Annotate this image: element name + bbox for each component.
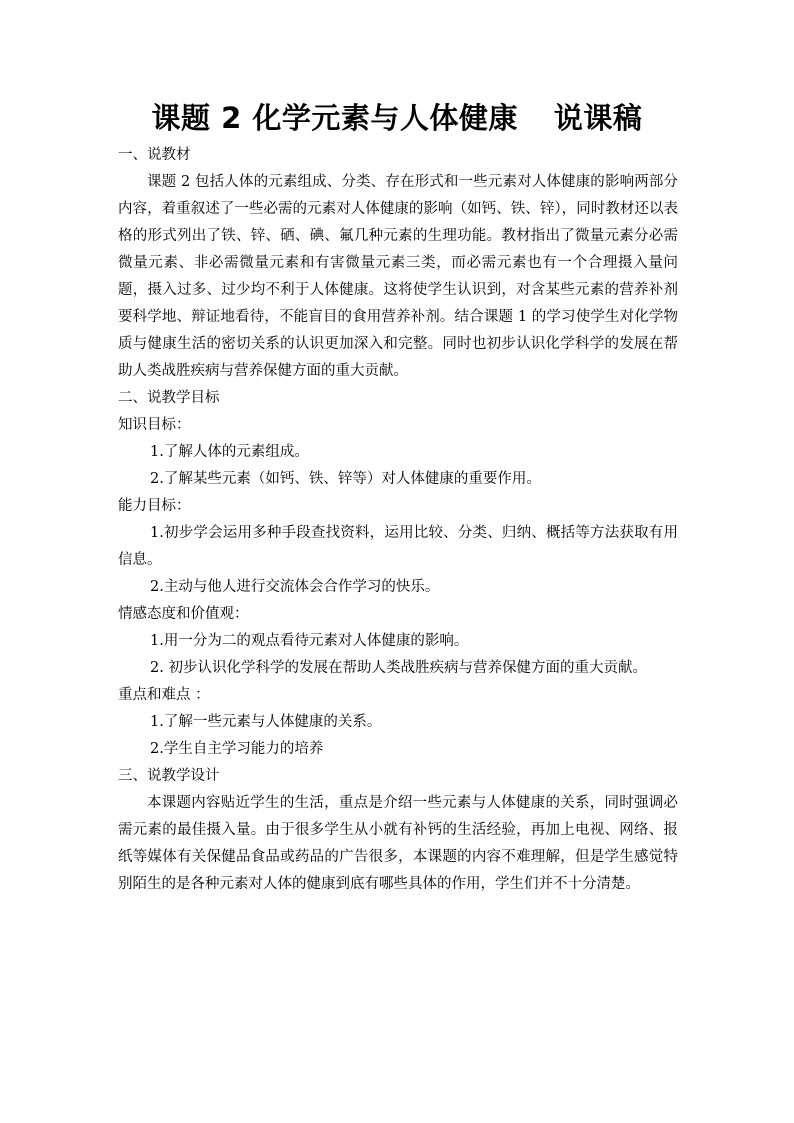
- knowledge-item-1: 1.了解人体的元素组成。: [150, 444, 309, 460]
- emotion-item-2: 2. 初步认识化学科学的发展在帮助人类战胜疾病与营养保健方面的重大贡献。: [150, 660, 647, 676]
- emotion-objectives-label: 情感态度和价值观：: [118, 606, 249, 622]
- keypoint-item-1: 1.了解一些元素与人体健康的关系。: [150, 714, 382, 730]
- keypoint-item-2: 2.学生自主学习能力的培养: [150, 741, 324, 757]
- keypoints-label: 重点和难点 ：: [118, 687, 210, 703]
- design-paragraph: 本课题内容贴近学生的生活，重点是介绍一些元素与人体健康的关系，同时强调必需元素的最佳摄入量。由于很多学生从小就有补钙的生活经验，再加上电视、网络、报纸等媒体有关保健品食品或药品的广告很多，本课题的内容不难理解，但是学生感觉特别陌生的是各种元素对人体的健康到底有哪些具体的作用，学生们并不十分清楚。: [118, 795, 678, 892]
- knowledge-item-2: 2.了解某些元素（如钙、铁、锌等）对人体健康的重要作用。: [150, 471, 541, 487]
- section-heading-objectives: 二、说教学目标: [118, 390, 220, 406]
- title-main: 课题 2 化学元素与人体健康: [151, 101, 518, 135]
- title-suffix: 说课稿: [553, 101, 643, 135]
- ability-item-2: 2.主动与他人进行交流体会合作学习的快乐。: [150, 579, 440, 595]
- emotion-item-1: 1.用一分为二的观点看待元素对人体健康的影响。: [150, 633, 469, 649]
- ability-item-1: 1.初步学会运用多种手段查找资料，运用比较、分类、归纳、概括等方法获取有用信息。: [118, 525, 678, 568]
- section-heading-design: 三、说教学设计: [118, 768, 220, 784]
- section-heading-textbook: 一、说教材: [118, 147, 191, 163]
- document-title: [0, 96, 794, 140]
- ability-objectives-label: 能力目标：: [118, 498, 191, 514]
- textbook-paragraph: 课题 2 包括人体的元素组成、分类、存在形式和一些元素对人体健康的影响两部分内容，着重叙述了一些必需的元素对人体健康的影响（如钙、铁、锌），同时教材还以表格的形式列出了铁、锌、硒、碘、氟几种元素的生理功能。教材指出了微量元素分必需微量元素、非必需微量元素和有害微量元素三类，而必需元素也有一个合理摄入量问题，摄入过多、过少均不利于人体健康。这将使学生认识到，对含某些元素的营养补剂要科学地、辩证地看待，不能盲目的食用营养补剂。结合课题 1 的学习使学生对化学物质与健康生活的密切关系的认识更加深入和完整。同时也初步认识化学科学的发展在帮助人类战胜疾病与营养保健方面的重大贡献。: [118, 174, 678, 379]
- document-body: [118, 142, 678, 898]
- knowledge-objectives-label: 知识目标：: [118, 417, 191, 433]
